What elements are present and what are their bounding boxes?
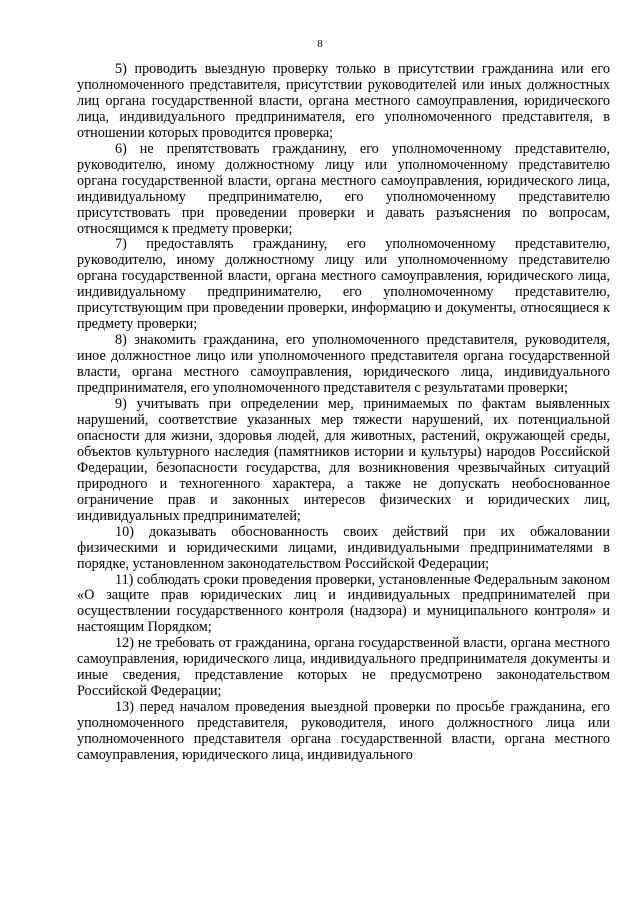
list-item-8: 8) знакомить гражданина, его уполномоченного представителя, руководителя, иное должностное лицо или уполномоченного представителя органа государственной власти, органа местного самоуправления, юридического лица, индивидуального предпринимателя, его уполномоченного представителя с результатами проверки;: [77, 332, 610, 397]
list-item-13: 13) перед началом проведения выездной проверки по просьбе гражданина, его уполномоченного представителя, руководителя, иного должностного лица или уполномоченного представителя органа государственной власти, органа местного самоуправления, юридического лица, индивидуального: [77, 699, 610, 763]
list-item-10: 10) доказывать обоснованность своих действий при их обжаловании физическими и юридическими лицами, индивидуальными предпринимателями в порядке, установленном законодательством Российской Федерации;: [77, 523, 610, 572]
list-item-11: 11) соблюдать сроки проведения проверки, установленные Федеральным законом «О защите прав юридических лиц и индивидуальных предпринимателей при осуществлении государственного контроля (надзора) и муниципального контроля» и настоящим Порядком;: [77, 571, 610, 636]
list-item-5: 5) проводить выездную проверку только в присутствии гражданина или его уполномоченного представителя, присутствии руководителей или иных должностных лиц органа государственной власти, органа местного самоуправления, юридического лица, индивидуального предпринимателя, его уполномоченного представителя, в отношении которых проводится проверка;: [77, 61, 610, 141]
list-item-9: 9) учитывать при определении мер, принимаемых по фактам выявленных нарушений, соответствие указанных мер тяжести нарушений, их потенциальной опасности для жизни, здоровья людей, для животных, растений, окружающей среды, объектов культурного наследия (памятников истории и культуры) народов Российской Федерации, безопасности государства, для возникновения чрезвычайных ситуаций природного и техногенного характера, а также не допускать необоснованное ограничение прав и законных интересов физических и юридических лиц, индивидуальных предпринимателей;: [77, 396, 610, 524]
list-item-6: 6) не препятствовать гражданину, его уполномоченному представителю, руководителю, иному должностному лицу или уполномоченному представителю органа государственной власти, органа местного самоуправления, юридического лица, индивидуальному предпринимателю, его уполномоченному представителю присутствовать при проведении проверки и давать разъяснения по вопросам, относящимся к предмету проверки;: [77, 140, 610, 237]
list-item-12: 12) не требовать от гражданина, органа государственной власти, органа местного самоуправления, юридического лица, индивидуального предпринимателя документы и иные сведения, представление которых не предусмотрено законодательством Российской Федерации;: [77, 635, 610, 700]
page-number: 8: [317, 38, 323, 50]
document-body: [77, 62, 610, 764]
list-item-7: 7) предоставлять гражданину, его уполномоченному представителю, руководителю, иному должностному лицу или уполномоченному представителю органа государственной власти, органа местного самоуправления, юридического лица, индивидуальному предпринимателю, его уполномоченному представителю, присутствующим при проведении проверки, информацию и документы, относящиеся к предмету проверки;: [77, 236, 610, 333]
